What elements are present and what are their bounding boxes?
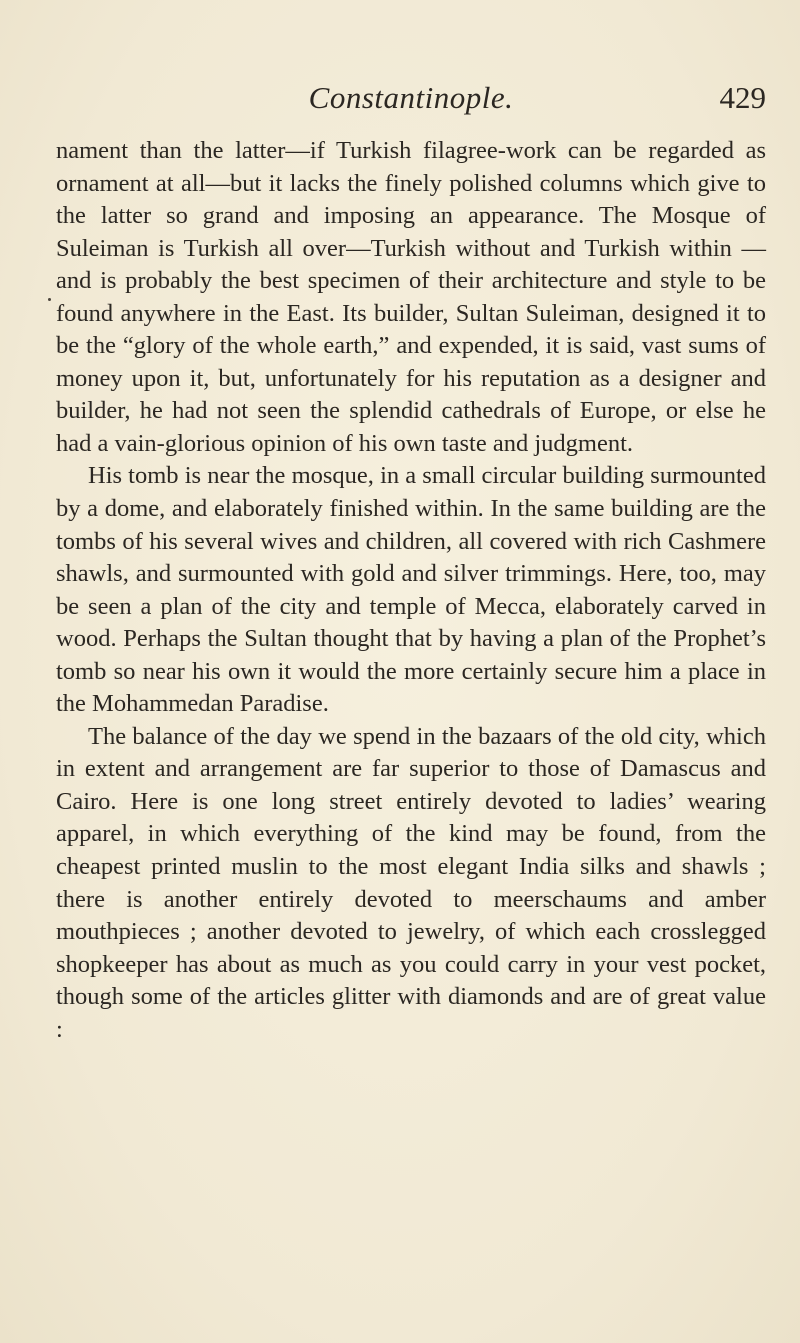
running-head: Constantinople. [308,80,514,115]
body-text [56,135,766,1046]
paragraph: nament than the latter—if Turkish filagree-work can be regarded as ornament at all—but it lacks the finely polished columns which give to the latter so grand and imposing an appearance. The Mosque of Suleiman is Turkish all over—Turkish without and Turkish within —and is probably the best specimen of their architecture and style to be found anywhere in the East. Its builder, Sultan Suleiman, designed it to be the “glory of the whole earth,” and expended, it is said, vast sums of money upon it, but, unfortunately for his reputation as a designer and builder, he had not seen the splendid cathedrals of Europe, or else he had a vain-glorious opinion of his own taste and judgment. [56,137,766,457]
paragraph: His tomb is near the mosque, in a small circular building surmounted by a dome, and elaborately finished within. In the same building are the tombs of his several wives and children, all covered with rich Cashmere shawls, and surmounted with gold and silver trimmings. Here, too, may be seen a plan of the city and temple of Mecca, elaborately carved in wood. Perhaps the Sultan thought that by having a plan of the Prophet’s tomb so near his own it would the more certainly secure him a place in the Mohammedan Paradise. [56,462,766,718]
page-number: 429 [719,80,766,115]
paragraph: The balance of the day we spend in the bazaars of the old city, which in extent and arrangement are far superior to those of Damascus and Cairo. Here is one long street entirely devoted to ladies’ wearing apparel, in which everything of the kind may be found, from the cheapest printed muslin to the most elegant India silks and shawls ; there is another entirely devoted to meerschaums and amber mouthpieces ; another devoted to jewelry, of which each crosslegged shopkeeper has about as much as you could carry in your vest pocket, though some of the articles glitter with diamonds and are of great value : [56,722,766,1043]
margin-speck [48,298,51,301]
page-header [56,80,766,124]
